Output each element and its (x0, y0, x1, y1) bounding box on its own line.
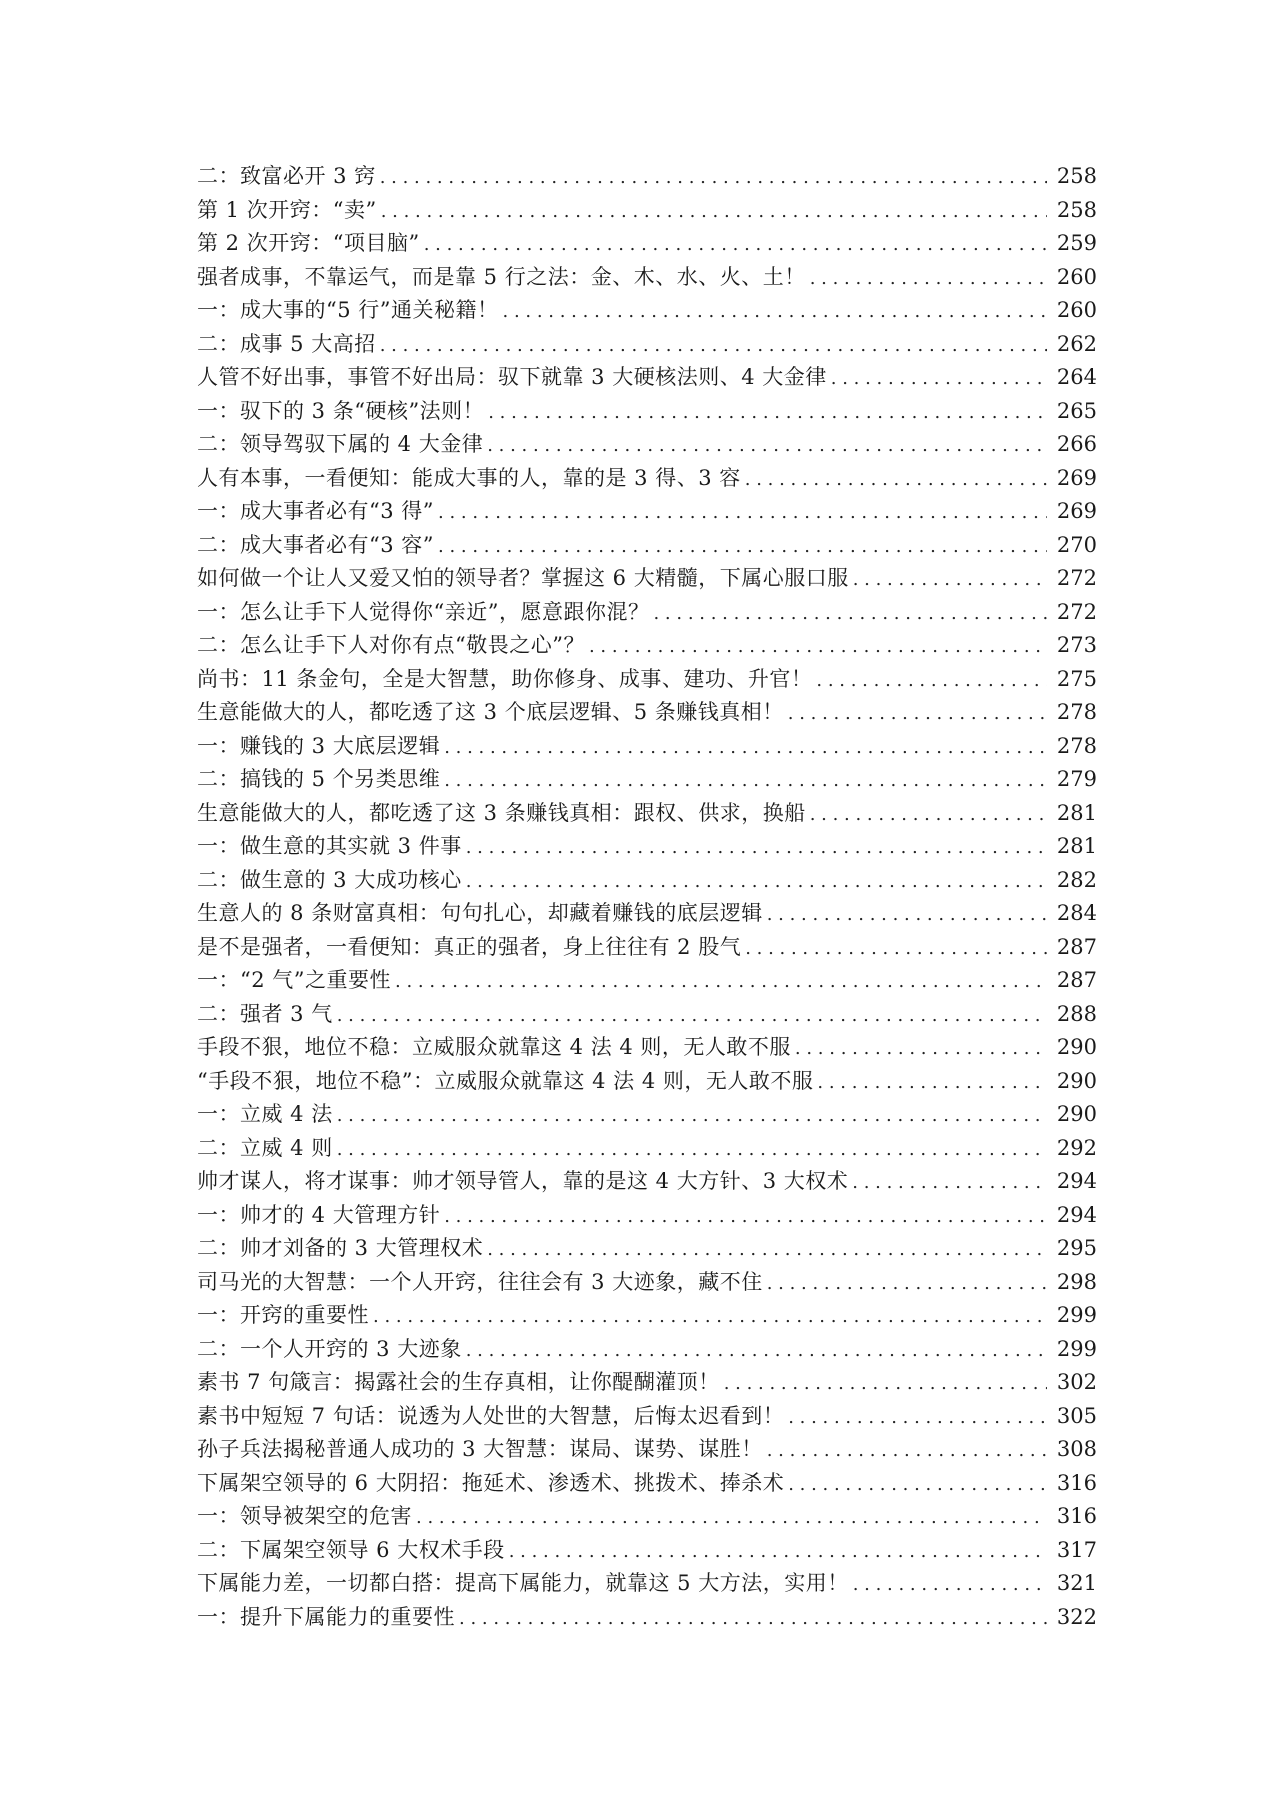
toc-entry[interactable] (197, 328, 1097, 362)
toc-entry[interactable] (197, 763, 1097, 797)
table-of-contents (197, 160, 1097, 1634)
toc-entry-page-number: 290 (1056, 1035, 1097, 1059)
toc-entry-title: 手段不狠，地位不稳：立威服众就靠这 4 法 4 则，无人敢不服 (197, 1035, 791, 1059)
toc-entry-title: 二：强者 3 气 (197, 1001, 333, 1026)
toc-entry[interactable] (197, 194, 1097, 228)
dot-leader (788, 697, 1047, 731)
toc-entry[interactable] (197, 1333, 1097, 1367)
toc-entry-page-number: 278 (1056, 733, 1097, 758)
dot-leader (380, 329, 1047, 363)
toc-entry[interactable] (197, 1098, 1097, 1132)
toc-entry-page-number: 321 (1056, 1571, 1097, 1595)
toc-entry-page-number: 275 (1056, 666, 1097, 691)
toc-entry-page-number: 260 (1056, 298, 1097, 322)
toc-entry[interactable] (197, 1400, 1097, 1434)
dot-leader (444, 1200, 1047, 1234)
toc-entry-title: 一：开窍的重要性 (197, 1303, 369, 1327)
toc-entry-title: 下属架空领导的 6 大阴招：拖延术、渗透术、挑拨术、捧杀术 (197, 1470, 785, 1495)
dot-leader (488, 396, 1047, 430)
toc-entry[interactable] (197, 462, 1097, 496)
toc-entry[interactable] (197, 361, 1097, 395)
toc-entry-title: 一：驭下的 3 条“硬核”法则！ (197, 398, 485, 423)
toc-entry[interactable] (197, 629, 1097, 663)
toc-entry-page-number: 279 (1056, 767, 1097, 791)
toc-entry-title: 人有本事，一看便知：能成大事的人，靠的是 3 得、3 容 (197, 465, 741, 490)
toc-entry-title: 强者成事，不靠运气，而是靠 5 行之法：金、木、水、火、土！ (197, 264, 806, 289)
toc-entry[interactable] (197, 730, 1097, 764)
toc-entry-page-number: 266 (1056, 432, 1097, 456)
dot-leader (337, 999, 1047, 1033)
toc-entry-title: 下属能力差，一切都白搭：提高下属能力，就靠这 5 大方法，实用！ (197, 1571, 849, 1595)
toc-entry-page-number: 273 (1056, 633, 1097, 657)
toc-entry-title: 二：成事 5 大高招 (197, 331, 376, 356)
toc-entry-title: 二：怎么让手下人对你有点“敬畏之心”？ (197, 633, 585, 657)
toc-entry[interactable] (197, 495, 1097, 529)
dot-leader (853, 1568, 1047, 1602)
toc-entry-page-number: 264 (1056, 365, 1097, 389)
dot-leader (853, 563, 1047, 597)
toc-entry-title: “手段不狠，地位不稳”：立威服众就靠这 4 法 4 则，无人敢不服 (197, 1068, 814, 1093)
dot-leader (831, 362, 1047, 396)
toc-entry-title: 一：领导被架空的危害 (197, 1504, 412, 1528)
toc-entry[interactable] (197, 1165, 1097, 1199)
toc-entry[interactable] (197, 562, 1097, 596)
dot-leader (817, 1066, 1047, 1100)
toc-entry-page-number: 317 (1056, 1537, 1097, 1562)
toc-entry-title: 一：帅才的 4 大管理方针 (197, 1202, 441, 1227)
toc-entry[interactable] (197, 1366, 1097, 1400)
dot-leader (852, 1166, 1047, 1200)
toc-entry-title: 一：怎么让手下人觉得你“亲近”，愿意跟你混？ (197, 599, 650, 624)
toc-entry-page-number: 265 (1056, 398, 1097, 423)
toc-entry-title: 生意能做大的人，都吃透了这 3 条赚钱真相：跟权、供求，换船 (197, 800, 806, 825)
toc-entry-title: 二：领导驾驭下属的 4 大金律 (197, 432, 484, 456)
dot-leader (487, 429, 1047, 463)
dot-leader (503, 295, 1047, 329)
toc-entry[interactable] (197, 1500, 1097, 1534)
toc-entry[interactable] (197, 294, 1097, 328)
dot-leader (653, 597, 1047, 631)
dot-leader (788, 1468, 1047, 1502)
toc-entry-page-number: 272 (1056, 566, 1097, 590)
dot-leader (459, 1602, 1047, 1636)
dot-leader (816, 664, 1047, 698)
toc-entry-title: 二：致富必开 3 窍 (197, 164, 376, 188)
toc-entry[interactable] (197, 998, 1097, 1032)
dot-leader (373, 1300, 1047, 1334)
dot-leader (767, 898, 1047, 932)
toc-entry-title: 二：成大事者必有“3 容” (197, 532, 435, 557)
toc-entry-page-number: 316 (1056, 1470, 1097, 1495)
toc-entry-title: 二：做生意的 3 大成功核心 (197, 867, 462, 892)
toc-entry-page-number: 287 (1056, 968, 1097, 992)
dot-leader (724, 1367, 1047, 1401)
toc-entry[interactable] (197, 864, 1097, 898)
toc-entry-title: 二：帅才刘备的 3 大管理权术 (197, 1236, 484, 1260)
dot-leader (810, 798, 1047, 832)
toc-entry[interactable] (197, 227, 1097, 261)
toc-entry-title: 生意人的 8 条财富真相：句句扎心，却藏着赚钱的底层逻辑 (197, 901, 763, 925)
toc-entry-title: 一：做生意的其实就 3 件事 (197, 834, 462, 858)
dot-leader (810, 262, 1047, 296)
toc-entry-title: 第 2 次开窍：“项目脑” (197, 231, 420, 255)
toc-entry-page-number: 299 (1056, 1336, 1097, 1361)
dot-leader (466, 1334, 1047, 1368)
toc-entry-page-number: 298 (1056, 1269, 1097, 1294)
toc-entry[interactable] (197, 1199, 1097, 1233)
toc-entry-page-number: 260 (1056, 264, 1097, 289)
toc-entry-page-number: 272 (1056, 599, 1097, 624)
toc-entry[interactable] (197, 931, 1097, 965)
toc-entry[interactable] (197, 897, 1097, 931)
toc-entry-title: 人管不好出事，事管不好出局：驭下就靠 3 大硬核法则、4 大金律 (197, 365, 827, 389)
dot-leader (424, 228, 1047, 262)
dot-leader (509, 1535, 1047, 1569)
toc-entry-title: 素书中短短 7 句话：说透为人处世的大智慧，后悔太迟看到！ (197, 1403, 785, 1428)
toc-entry-title: 尚书：11 条金句，全是大智慧，助你修身、成事、建功、升官！ (197, 666, 813, 691)
toc-entry[interactable] (197, 160, 1097, 194)
toc-entry-page-number: 294 (1056, 1202, 1097, 1227)
dot-leader (438, 496, 1047, 530)
toc-entry-title: 司马光的大智慧：一个人开窍，往往会有 3 大迹象，藏不住 (197, 1269, 763, 1294)
toc-entry-page-number: 305 (1056, 1403, 1097, 1428)
toc-entry-page-number: 281 (1056, 800, 1097, 825)
dot-leader (381, 195, 1047, 229)
toc-entry-title: 二：一个人开窍的 3 大迹象 (197, 1336, 462, 1361)
toc-entry-title: 一：立威 4 法 (197, 1102, 333, 1126)
toc-entry-page-number: 281 (1056, 834, 1097, 858)
toc-entry-title: 二：立威 4 则 (197, 1135, 333, 1160)
toc-entry-page-number: 295 (1056, 1236, 1097, 1260)
toc-entry-page-number: 269 (1056, 499, 1097, 523)
toc-entry[interactable] (197, 1299, 1097, 1333)
toc-entry-page-number: 322 (1056, 1604, 1097, 1629)
toc-entry-page-number: 258 (1056, 164, 1097, 188)
toc-entry-title: 二：下属架空领导 6 大权术手段 (197, 1537, 505, 1562)
toc-entry[interactable] (197, 1601, 1097, 1635)
toc-entry-title: 一：“2 气”之重要性 (197, 968, 392, 992)
toc-entry-title: 帅才谋人，将才谋事：帅才领导管人，靠的是这 4 大方针、3 大权术 (197, 1169, 849, 1193)
toc-entry-title: 二：搞钱的 5 个另类思维 (197, 767, 441, 791)
toc-entry-page-number: 282 (1056, 867, 1097, 892)
toc-entry[interactable] (197, 797, 1097, 831)
toc-entry[interactable] (197, 1031, 1097, 1065)
toc-entry[interactable] (197, 428, 1097, 462)
toc-entry-page-number: 290 (1056, 1102, 1097, 1126)
toc-entry[interactable] (197, 1132, 1097, 1166)
toc-entry[interactable] (197, 1232, 1097, 1266)
toc-entry-title: 一：提升下属能力的重要性 (197, 1604, 455, 1629)
toc-entry[interactable] (197, 1534, 1097, 1568)
dot-leader (337, 1099, 1047, 1133)
dot-leader (795, 1032, 1047, 1066)
toc-entry-page-number: 302 (1056, 1370, 1097, 1394)
dot-leader (589, 630, 1047, 664)
toc-entry-title: 生意能做大的人，都吃透了这 3 个底层逻辑、5 条赚钱真相！ (197, 700, 784, 724)
toc-entry-title: 素书 7 句箴言：揭露社会的生存真相，让你醍醐灌顶！ (197, 1370, 720, 1394)
toc-entry[interactable] (197, 1433, 1097, 1467)
toc-entry-title: 一：成大事的“5 行”通关秘籍！ (197, 298, 499, 322)
toc-entry[interactable] (197, 830, 1097, 864)
toc-entry-page-number: 259 (1056, 231, 1097, 255)
toc-entry-page-number: 292 (1056, 1135, 1097, 1160)
dot-leader (337, 1133, 1047, 1167)
toc-entry-page-number: 262 (1056, 331, 1097, 356)
toc-entry[interactable] (197, 1065, 1097, 1099)
dot-leader (466, 831, 1047, 865)
toc-entry-title: 一：成大事者必有“3 得” (197, 499, 435, 523)
toc-entry[interactable] (197, 596, 1097, 630)
toc-entry[interactable] (197, 663, 1097, 697)
toc-entry-page-number: 316 (1056, 1504, 1097, 1528)
toc-entry-page-number: 299 (1056, 1303, 1097, 1327)
toc-entry-page-number: 258 (1056, 197, 1097, 222)
dot-leader (444, 764, 1047, 798)
toc-entry-page-number: 288 (1056, 1001, 1097, 1026)
toc-entry-page-number: 278 (1056, 700, 1097, 724)
dot-leader (487, 1233, 1047, 1267)
toc-entry-title: 第 1 次开窍：“卖” (197, 197, 377, 222)
dot-leader (788, 1401, 1047, 1435)
toc-entry-page-number: 270 (1056, 532, 1097, 557)
toc-entry[interactable] (197, 395, 1097, 429)
toc-entry[interactable] (197, 1567, 1097, 1601)
toc-entry-title: 是不是强者，一看便知：真正的强者，身上往往有 2 股气 (197, 934, 742, 959)
toc-entry-page-number: 287 (1056, 934, 1097, 959)
toc-entry[interactable] (197, 696, 1097, 730)
toc-entry-page-number: 290 (1056, 1068, 1097, 1093)
toc-entry-page-number: 308 (1056, 1437, 1097, 1461)
toc-entry-title: 一：赚钱的 3 大底层逻辑 (197, 733, 441, 758)
toc-entry[interactable] (197, 964, 1097, 998)
toc-entry[interactable] (197, 261, 1097, 295)
dot-leader (438, 530, 1047, 564)
dot-leader (416, 1501, 1047, 1535)
dot-leader (466, 865, 1047, 899)
dot-leader (745, 932, 1047, 966)
dot-leader (745, 463, 1047, 497)
dot-leader (767, 1434, 1047, 1468)
toc-entry[interactable] (197, 529, 1097, 563)
toc-entry-page-number: 269 (1056, 465, 1097, 490)
toc-entry[interactable] (197, 1266, 1097, 1300)
toc-entry-title: 孙子兵法揭秘普通人成功的 3 大智慧：谋局、谋势、谋胜！ (197, 1437, 763, 1461)
dot-leader (380, 161, 1047, 195)
toc-entry[interactable] (197, 1467, 1097, 1501)
toc-entry-page-number: 294 (1056, 1169, 1097, 1193)
toc-entry-title: 如何做一个让人又爱又怕的领导者？掌握这 6 大精髓，下属心服口服 (197, 566, 849, 590)
dot-leader (767, 1267, 1047, 1301)
toc-entry-page-number: 284 (1056, 901, 1097, 925)
dot-leader (395, 965, 1047, 999)
dot-leader (444, 731, 1047, 765)
